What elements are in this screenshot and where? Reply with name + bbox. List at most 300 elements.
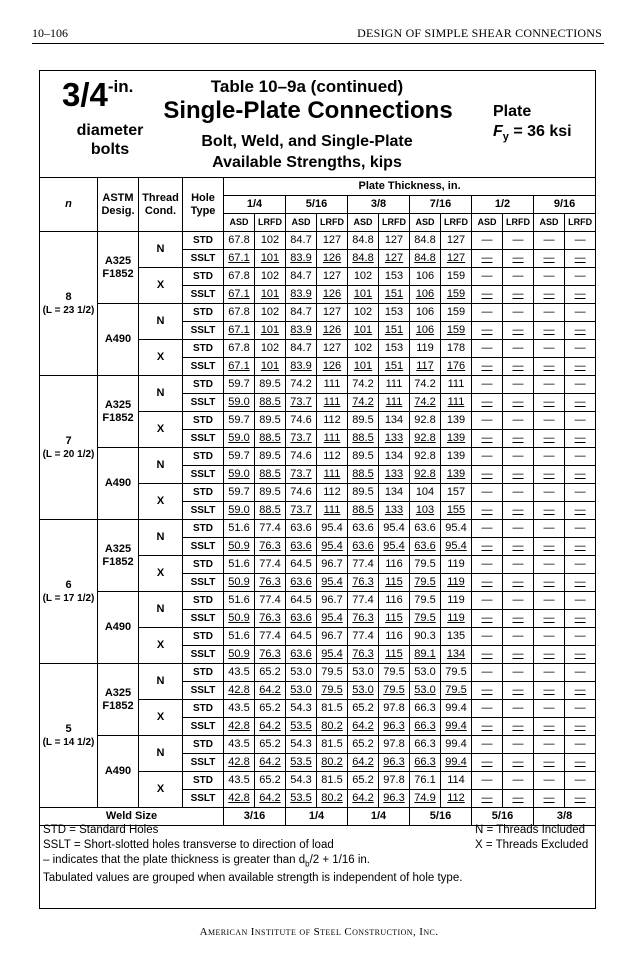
value-cell: — <box>565 448 596 466</box>
value-cell: — <box>534 736 565 754</box>
table-row <box>40 736 596 754</box>
col-astm: ASTM Desig. <box>98 178 139 232</box>
astm-cell: A325 F1852 <box>98 664 139 736</box>
value-cell: 134 <box>379 448 410 466</box>
value-cell: 77.4 <box>348 628 379 646</box>
value-cell: — <box>472 358 503 376</box>
bolt-size: $3/4^{-in.}$ <box>62 76 134 113</box>
value-cell: 83.9 <box>286 358 317 376</box>
value-cell: 88.5 <box>255 466 286 484</box>
value-cell: 74.6 <box>286 448 317 466</box>
hole-type-cell: STD <box>183 664 224 682</box>
value-cell: 111 <box>317 466 348 484</box>
value-cell: — <box>534 790 565 808</box>
legend-right: N = Threads Included X = Threads Excluded <box>475 824 589 851</box>
value-cell: 153 <box>379 340 410 358</box>
value-cell: 102 <box>255 268 286 286</box>
value-cell: 95.4 <box>317 538 348 556</box>
value-cell: 59.0 <box>224 502 255 520</box>
value-cell: — <box>534 592 565 610</box>
value-cell: 84.7 <box>286 304 317 322</box>
value-cell: 77.4 <box>348 592 379 610</box>
value-cell: — <box>503 592 534 610</box>
value-cell: — <box>534 376 565 394</box>
value-cell: 77.4 <box>255 628 286 646</box>
value-cell: — <box>472 574 503 592</box>
value-cell: 151 <box>379 322 410 340</box>
hole-type-cell: SSLT <box>183 718 224 736</box>
value-cell: 99.4 <box>441 700 472 718</box>
value-cell: 99.4 <box>441 718 472 736</box>
value-cell: 79.5 <box>317 664 348 682</box>
value-cell: 102 <box>348 340 379 358</box>
value-cell: 133 <box>379 466 410 484</box>
value-cell: — <box>565 664 596 682</box>
value-cell: 43.5 <box>224 736 255 754</box>
value-cell: 101 <box>255 250 286 268</box>
value-cell: 83.9 <box>286 286 317 304</box>
value-cell: — <box>503 754 534 772</box>
thread-cell: N <box>139 376 183 412</box>
value-cell: 153 <box>379 304 410 322</box>
value-cell: 63.6 <box>286 646 317 664</box>
value-cell: 53.5 <box>286 754 317 772</box>
value-cell: 95.4 <box>317 646 348 664</box>
value-cell: 111 <box>317 394 348 412</box>
value-cell: 73.7 <box>286 430 317 448</box>
value-cell: — <box>503 484 534 502</box>
value-cell: 67.1 <box>224 250 255 268</box>
hole-type-cell: STD <box>183 484 224 502</box>
value-cell: 84.8 <box>348 232 379 250</box>
value-cell: 64.5 <box>286 592 317 610</box>
value-cell: 65.2 <box>255 736 286 754</box>
col-n: n <box>40 178 98 232</box>
value-cell: 65.2 <box>348 736 379 754</box>
value-cell: 42.8 <box>224 682 255 700</box>
value-cell: — <box>565 628 596 646</box>
value-cell: — <box>534 484 565 502</box>
weld-size-value: 5/16 <box>472 808 534 826</box>
value-cell: 43.5 <box>224 772 255 790</box>
value-cell: 95.4 <box>441 538 472 556</box>
value-cell: 50.9 <box>224 610 255 628</box>
value-cell: — <box>503 700 534 718</box>
hole-type-cell: STD <box>183 592 224 610</box>
value-cell: 101 <box>255 322 286 340</box>
value-cell: 111 <box>441 376 472 394</box>
hole-type-cell: SSLT <box>183 466 224 484</box>
value-cell: 59.0 <box>224 394 255 412</box>
value-cell: 102 <box>255 340 286 358</box>
value-cell: 67.1 <box>224 322 255 340</box>
value-cell: 84.7 <box>286 340 317 358</box>
value-cell: 95.4 <box>317 520 348 538</box>
value-cell: 74.6 <box>286 484 317 502</box>
thread-cell: N <box>139 592 183 628</box>
value-cell: — <box>534 718 565 736</box>
value-cell: 134 <box>441 646 472 664</box>
value-cell: — <box>472 718 503 736</box>
value-cell: — <box>472 466 503 484</box>
value-cell: 119 <box>441 610 472 628</box>
hole-type-cell: STD <box>183 772 224 790</box>
value-cell: 90.3 <box>410 628 441 646</box>
value-cell: 79.5 <box>441 664 472 682</box>
value-cell: 66.3 <box>410 754 441 772</box>
value-cell: 92.8 <box>410 412 441 430</box>
value-cell: 42.8 <box>224 790 255 808</box>
value-cell: — <box>472 304 503 322</box>
table-row <box>40 232 596 250</box>
astm-cell: A325 F1852 <box>98 232 139 304</box>
value-cell: 119 <box>441 592 472 610</box>
value-cell: 76.3 <box>255 538 286 556</box>
value-cell: 59.0 <box>224 430 255 448</box>
value-cell: — <box>503 538 534 556</box>
value-cell: 51.6 <box>224 556 255 574</box>
value-cell: 88.5 <box>255 502 286 520</box>
value-cell: 95.4 <box>441 520 472 538</box>
value-cell: 67.8 <box>224 304 255 322</box>
value-cell: — <box>503 574 534 592</box>
value-cell: 101 <box>348 358 379 376</box>
value-cell: 159 <box>441 304 472 322</box>
value-cell: 126 <box>317 322 348 340</box>
value-cell: 115 <box>379 574 410 592</box>
value-cell: 64.2 <box>348 754 379 772</box>
value-cell: 111 <box>317 376 348 394</box>
value-cell: — <box>565 682 596 700</box>
value-cell: 139 <box>441 412 472 430</box>
value-cell: — <box>534 448 565 466</box>
value-cell: — <box>565 646 596 664</box>
value-cell: — <box>503 664 534 682</box>
value-cell: 54.3 <box>286 700 317 718</box>
value-cell: — <box>565 574 596 592</box>
value-cell: 111 <box>441 394 472 412</box>
value-cell: 67.1 <box>224 358 255 376</box>
hole-type-cell: SSLT <box>183 286 224 304</box>
value-cell: — <box>503 268 534 286</box>
hole-type-cell: STD <box>183 268 224 286</box>
value-cell: 116 <box>379 628 410 646</box>
value-cell: 53.5 <box>286 718 317 736</box>
value-cell: 89.1 <box>410 646 441 664</box>
value-cell: 127 <box>441 250 472 268</box>
value-cell: 89.5 <box>255 412 286 430</box>
asd-header: ASD <box>472 214 503 232</box>
value-cell: 96.7 <box>317 628 348 646</box>
value-cell: — <box>565 250 596 268</box>
value-cell: 76.3 <box>348 646 379 664</box>
value-cell: — <box>534 412 565 430</box>
value-cell: — <box>472 628 503 646</box>
value-cell: 159 <box>441 322 472 340</box>
value-cell: 99.4 <box>441 754 472 772</box>
value-cell: 176 <box>441 358 472 376</box>
hole-type-cell: STD <box>183 736 224 754</box>
thread-cell: X <box>139 556 183 592</box>
value-cell: 79.5 <box>441 682 472 700</box>
value-cell: — <box>472 268 503 286</box>
hole-type-cell: SSLT <box>183 538 224 556</box>
astm-cell: A490 <box>98 592 139 664</box>
value-cell: 99.4 <box>441 736 472 754</box>
value-cell: 67.8 <box>224 340 255 358</box>
value-cell: 63.6 <box>348 538 379 556</box>
value-cell: — <box>503 340 534 358</box>
value-cell: 92.8 <box>410 430 441 448</box>
asd-header: ASD <box>224 214 255 232</box>
hole-type-cell: SSLT <box>183 790 224 808</box>
value-cell: 112 <box>317 448 348 466</box>
value-cell: — <box>534 754 565 772</box>
value-cell: — <box>534 232 565 250</box>
value-cell: 127 <box>317 268 348 286</box>
value-cell: — <box>565 556 596 574</box>
value-cell: — <box>534 268 565 286</box>
value-cell: — <box>503 430 534 448</box>
value-cell: 67.1 <box>224 286 255 304</box>
hole-type-cell: SSLT <box>183 250 224 268</box>
hole-type-cell: SSLT <box>183 502 224 520</box>
table-row <box>40 520 596 538</box>
header-rule <box>32 43 604 44</box>
value-cell: 65.2 <box>255 772 286 790</box>
hole-type-cell: STD <box>183 304 224 322</box>
value-cell: 73.7 <box>286 394 317 412</box>
value-cell: 101 <box>348 286 379 304</box>
page-number: 10–106 <box>32 26 68 40</box>
value-cell: 127 <box>441 232 472 250</box>
value-cell: 101 <box>255 286 286 304</box>
value-cell: — <box>565 268 596 286</box>
thickness-header: 5/16 <box>286 196 348 214</box>
value-cell: — <box>472 538 503 556</box>
value-cell: 51.6 <box>224 592 255 610</box>
thickness-header: 7/16 <box>410 196 472 214</box>
value-cell: 92.8 <box>410 448 441 466</box>
value-cell: 119 <box>441 574 472 592</box>
value-cell: — <box>565 358 596 376</box>
thread-cell: N <box>139 232 183 268</box>
value-cell: — <box>503 448 534 466</box>
value-cell: 74.9 <box>410 790 441 808</box>
value-cell: 101 <box>348 322 379 340</box>
value-cell: 95.4 <box>317 610 348 628</box>
value-cell: 97.8 <box>379 736 410 754</box>
thread-cell: N <box>139 304 183 340</box>
value-cell: — <box>534 502 565 520</box>
value-cell: — <box>534 646 565 664</box>
value-cell: — <box>565 700 596 718</box>
value-cell: 151 <box>379 286 410 304</box>
table-continued-title: Table 10–9a (continued) <box>210 77 404 96</box>
value-cell: 79.5 <box>410 574 441 592</box>
value-cell: — <box>534 250 565 268</box>
value-cell: 80.2 <box>317 754 348 772</box>
value-cell: 111 <box>317 430 348 448</box>
value-cell: 106 <box>410 304 441 322</box>
value-cell: — <box>565 376 596 394</box>
value-cell: 96.3 <box>379 790 410 808</box>
value-cell: 76.3 <box>348 574 379 592</box>
lrfd-header: LRFD <box>441 214 472 232</box>
value-cell: — <box>472 340 503 358</box>
thickness-header: 3/8 <box>348 196 410 214</box>
value-cell: — <box>565 322 596 340</box>
strength-table <box>39 177 596 826</box>
value-cell: — <box>503 646 534 664</box>
col-thread: Thread Cond. <box>139 178 183 232</box>
value-cell: — <box>472 376 503 394</box>
value-cell: 79.5 <box>410 592 441 610</box>
value-cell: 76.3 <box>255 574 286 592</box>
weld-size-value: 3/16 <box>224 808 286 826</box>
value-cell: 112 <box>317 412 348 430</box>
lrfd-header: LRFD <box>255 214 286 232</box>
astm-cell: A490 <box>98 736 139 808</box>
value-cell: 74.2 <box>286 376 317 394</box>
legend-left: STD = Standard Holes SSLT = Short-slotted holes transverse to direction of load – indicates that the plate thickness is greater than $d_b/2 + 1/16$ in. Tabulated values are grouped when available strength is independent of hole type. <box>43 824 463 885</box>
value-cell: 88.5 <box>348 430 379 448</box>
value-cell: 159 <box>441 268 472 286</box>
value-cell: 104 <box>410 484 441 502</box>
value-cell: 67.8 <box>224 232 255 250</box>
hole-type-cell: SSLT <box>183 430 224 448</box>
value-cell: 51.6 <box>224 628 255 646</box>
value-cell: 64.5 <box>286 556 317 574</box>
value-cell: 59.0 <box>224 466 255 484</box>
table-title: Single-Plate Connections <box>163 97 453 124</box>
value-cell: 74.2 <box>410 376 441 394</box>
value-cell: 79.5 <box>379 664 410 682</box>
value-cell: — <box>534 556 565 574</box>
value-cell: — <box>472 394 503 412</box>
value-cell: — <box>534 538 565 556</box>
value-cell: 106 <box>410 268 441 286</box>
asd-header: ASD <box>534 214 565 232</box>
value-cell: — <box>472 520 503 538</box>
value-cell: 88.5 <box>348 466 379 484</box>
value-cell: 96.7 <box>317 592 348 610</box>
value-cell: 64.2 <box>255 682 286 700</box>
value-cell: — <box>472 790 503 808</box>
value-cell: 43.5 <box>224 664 255 682</box>
value-cell: — <box>503 556 534 574</box>
hole-type-cell: SSLT <box>183 394 224 412</box>
value-cell: 126 <box>317 358 348 376</box>
value-cell: 127 <box>317 232 348 250</box>
value-cell: — <box>503 682 534 700</box>
weld-size-label: Weld Size <box>40 808 224 826</box>
thickness-header: 1/4 <box>224 196 286 214</box>
hole-type-cell: SSLT <box>183 646 224 664</box>
thread-cell: N <box>139 520 183 556</box>
value-cell: — <box>472 610 503 628</box>
hole-type-cell: STD <box>183 700 224 718</box>
value-cell: — <box>503 412 534 430</box>
value-cell: 66.3 <box>410 718 441 736</box>
bolt-size-caption: diameter bolts <box>76 122 144 158</box>
value-cell: 153 <box>379 268 410 286</box>
thread-cell: X <box>139 268 183 304</box>
value-cell: 63.6 <box>286 574 317 592</box>
value-cell: — <box>472 772 503 790</box>
value-cell: 89.5 <box>348 484 379 502</box>
value-cell: — <box>472 736 503 754</box>
value-cell: — <box>472 664 503 682</box>
value-cell: — <box>534 340 565 358</box>
value-cell: — <box>534 700 565 718</box>
value-cell: 66.3 <box>410 700 441 718</box>
hole-type-cell: SSLT <box>183 754 224 772</box>
value-cell: — <box>503 736 534 754</box>
value-cell: — <box>503 232 534 250</box>
value-cell: 42.8 <box>224 718 255 736</box>
value-cell: 89.5 <box>255 376 286 394</box>
value-cell: — <box>534 664 565 682</box>
value-cell: — <box>503 394 534 412</box>
value-cell: 64.2 <box>255 718 286 736</box>
value-cell: 96.7 <box>317 556 348 574</box>
astm-cell: A490 <box>98 448 139 520</box>
value-cell: — <box>503 610 534 628</box>
value-cell: 63.6 <box>410 538 441 556</box>
table-row <box>40 592 596 610</box>
value-cell: 111 <box>379 376 410 394</box>
table-row <box>40 376 596 394</box>
value-cell: 112 <box>317 484 348 502</box>
plate-yield-strength: $F_y = 36$ ksi <box>493 123 572 144</box>
value-cell: — <box>534 682 565 700</box>
value-cell: 53.5 <box>286 790 317 808</box>
value-cell: 74.2 <box>348 394 379 412</box>
value-cell: — <box>503 628 534 646</box>
thread-cell: X <box>139 628 183 664</box>
thread-cell: X <box>139 340 183 376</box>
table-subtitle: Bolt, Weld, and Single-Plate Available Strengths, kips <box>201 133 413 171</box>
value-cell: — <box>534 322 565 340</box>
value-cell: — <box>472 232 503 250</box>
value-cell: 73.7 <box>286 502 317 520</box>
value-cell: — <box>565 394 596 412</box>
bolt-count-cell: 6 (L = 17 1/2) <box>40 520 98 664</box>
value-cell: 111 <box>317 502 348 520</box>
value-cell: 77.4 <box>255 520 286 538</box>
value-cell: — <box>565 502 596 520</box>
hole-type-cell: SSLT <box>183 358 224 376</box>
value-cell: 65.2 <box>348 772 379 790</box>
value-cell: — <box>472 592 503 610</box>
value-cell: — <box>565 232 596 250</box>
table-row <box>40 448 596 466</box>
lrfd-header: LRFD <box>565 214 596 232</box>
value-cell: 64.5 <box>286 628 317 646</box>
table-row <box>40 664 596 682</box>
astm-cell: A490 <box>98 304 139 376</box>
value-cell: 134 <box>379 412 410 430</box>
value-cell: 76.1 <box>410 772 441 790</box>
value-cell: 76.3 <box>348 610 379 628</box>
value-cell: 59.7 <box>224 376 255 394</box>
value-cell: — <box>472 502 503 520</box>
hole-type-cell: SSLT <box>183 610 224 628</box>
value-cell: — <box>503 502 534 520</box>
value-cell: 42.8 <box>224 754 255 772</box>
value-cell: — <box>565 736 596 754</box>
